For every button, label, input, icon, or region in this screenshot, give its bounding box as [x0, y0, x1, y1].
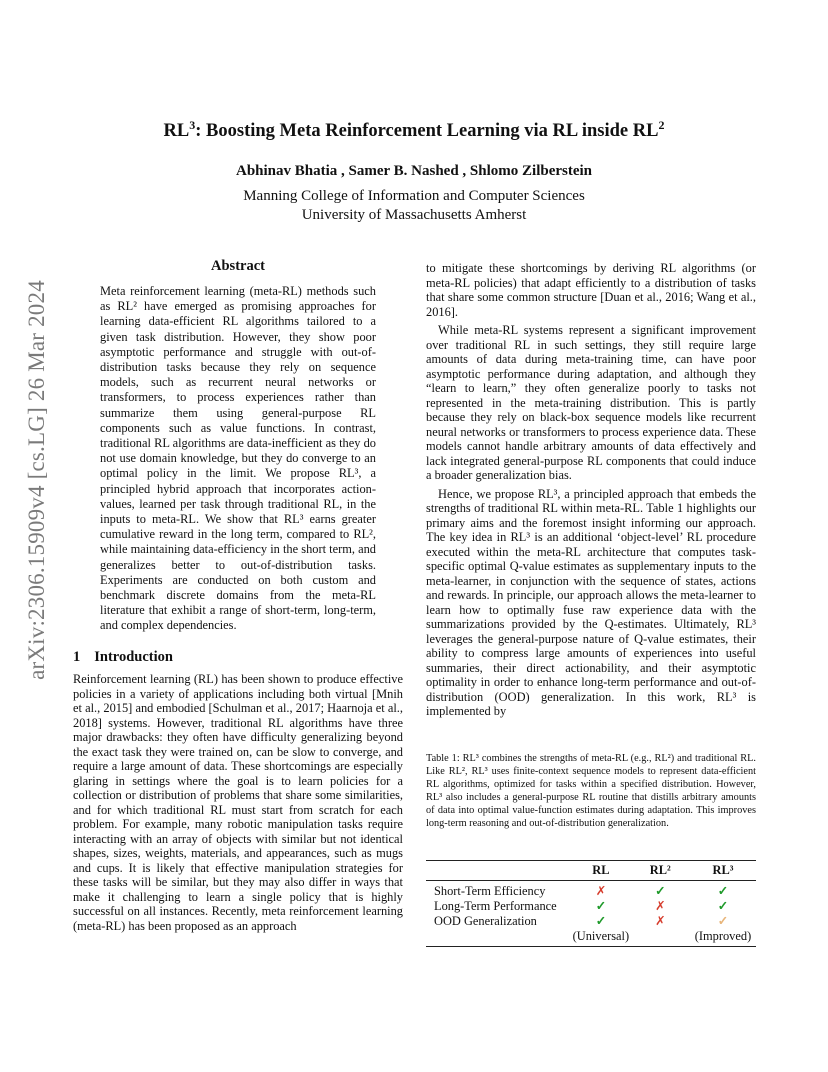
table-header-rl3: RL³: [690, 861, 756, 881]
check-icon: ✓: [717, 899, 729, 913]
check-icon: ✓: [717, 884, 729, 898]
row-label: OOD Generalization: [434, 914, 537, 928]
check-icon: ✓: [595, 899, 607, 913]
paragraph: While meta-RL systems represent a significant improvement over traditional RL in such settings, they still require large amounts of data during meta-training time, can have poor asymptotic performance during adaptation, and although they “learn to learn,” they often generalize poorly to tasks not represented in the meta-training distribution. This is partly because they rely on black-box sequence models like recurrent neural networks or transformers to process experience data. These models cannot handle arbitrary amounts of data effectively and lack integrated general-purpose RL components that could induce a broader generalization bias.: [426, 323, 756, 482]
table-row-notes: [426, 929, 756, 947]
author-list: Abhinav Bhatia , Samer B. Nashed , Shlomo Zilberstein: [235, 163, 593, 179]
cross-icon: ✗: [655, 914, 666, 928]
check-icon: ✓: [595, 914, 607, 928]
check-icon: ✓: [655, 884, 666, 898]
paragraph: Hence, we propose RL³, a principled approach that embeds the strengths of traditional RL within meta-RL. Table 1 highlights our primary aims and the foremost insight informing our approach. The key idea in RL³ is an additional ‘object-level’ RL procedure executed within the meta-RL architecture that computes task-specific optimal Q-value estimates as supplementary inputs to the meta-learner, in conjunction with the sequence of states, actions and rewards. In principle, our approach allows the meta-learner to learn how to optimally fuse raw experience data with the summarizations provided by the Q-estimates. Ultimately, RL³ leverages the general-purpose nature of Q-value estimates, their ability to compress large amounts of experiences into useful summaries, their direct actionability, and their asymptotic optimality in order to enhance long-term performance and out-of-distribution (OOD) generalization. In this work, RL³ is implemented by: [426, 486, 756, 718]
introduction-text: Reinforcement learning (RL) has been shown to produce effective policies in a variety of applications including both virtual [Mnih et al., 2015] and embodied [Schulman et al., 2017; Haarnoja et al., 2018] systems. However, traditional RL algorithms have three major drawbacks: they often have difficulty generalizing beyond the exact task they were trained on, can be slow to converge, and require a large amount of data. These shortcomings are especially glaring in settings where the goal is to learn policies for a collection or distribution of problems that share some similarities, and for which traditional RL must start from scratch for each problem. For example, many robotic manipulation tasks require interacting with an array of objects with similar but not identical shapes, sizes, weights, materials, and appearances, such as mugs and cups. It is likely that effective manipulation strategies for these tasks will be similar, but they may also differ in ways that make it challenging to learn a single policy that is highly successful on all instances. Recently, meta reinforcement learning (meta-RL) has been proposed as an approach: [73, 672, 403, 933]
table-row: [426, 899, 756, 914]
abstract-text: Meta reinforcement learning (meta-RL) methods such as RL² have emerged as promising approaches for learning data-efficient RL algorithms tailored to a given task distribution. However, they show poor asymptotic performance and struggle with out-of-distribution tasks because they rely on sequence models, such as recurrent neural networks or transformers, to process experiences rather than summarize them using general-purpose RL components such as value functions. In contrast, traditional RL algorithms are data-inefficient as they do not use domain knowledge, but they do converge to an optimal policy in the limit. We propose RL³, a principled hybrid approach that incorporates action-values, learned per task through traditional RL, in the inputs to meta-RL. We show that RL³ earns greater cumulative reward in the long term, compared to RL², while maintaining data-efficiency in the short term, and generalizes better to out-of-distribution tasks. Experiments are conducted on both custom and benchmark discrete domains from the meta-RL literature that exhibit a range of short-term, long-term, and complex dependencies.: [100, 284, 376, 633]
cross-icon: ✗: [655, 899, 666, 913]
comparison-table: [426, 860, 756, 947]
arxiv-sidebar: [23, 282, 51, 678]
abstract-heading: Abstract: [211, 258, 265, 274]
affiliation-line-2: University of Massachusetts Amherst: [301, 207, 527, 223]
table-caption: Table 1: RL³ combines the strengths of meta-RL (e.g., RL²) and traditional RL. Like RL², RL³ uses finite-context sequence models to represent data-efficient RL algorithms, optimized for tasks within a specified distribution. However, RL³ also includes a general-purpose RL routine that distills arbitrary amounts of data into optimal value-function estimates during adaptation. This improves long-term reasoning and out-of-distribution generalization.: [426, 753, 756, 829]
paper-title: $RL^3$: Boosting Meta Reinforcement Learning via RL inside $RL^2$: [163, 118, 665, 142]
note-improved: (Improved): [690, 929, 756, 947]
check-icon: ✓: [717, 914, 729, 928]
affiliation-line-1: Manning College of Information and Computer Sciences: [243, 188, 585, 204]
section-heading-introduction: [73, 649, 173, 666]
table-header-rl: RL: [571, 861, 630, 881]
affiliation: [70, 187, 758, 225]
row-label: Short-Term Efficiency: [434, 884, 546, 898]
note-universal: (Universal): [571, 929, 630, 947]
paragraph: to mitigate these shortcomings by deriving RL algorithms (or meta-RL policies) that adapt efficiently to a distribution of tasks that share some common structure [Duan et al., 2016; Wang et al., 2016].: [426, 261, 756, 319]
right-column: [426, 261, 756, 723]
section-title: Introduction: [94, 649, 173, 665]
table-header-rl2: RL²: [631, 861, 690, 881]
arxiv-identifier: arXiv:2306.15909v4 [cs.LG] 26 Mar 2024: [24, 280, 49, 680]
section-number: 1: [73, 649, 81, 665]
table-row: [426, 881, 756, 900]
table-header-empty: [426, 861, 571, 881]
table-row: [426, 914, 756, 929]
cross-icon: ✗: [595, 884, 607, 898]
row-label: Long-Term Performance: [434, 899, 557, 913]
